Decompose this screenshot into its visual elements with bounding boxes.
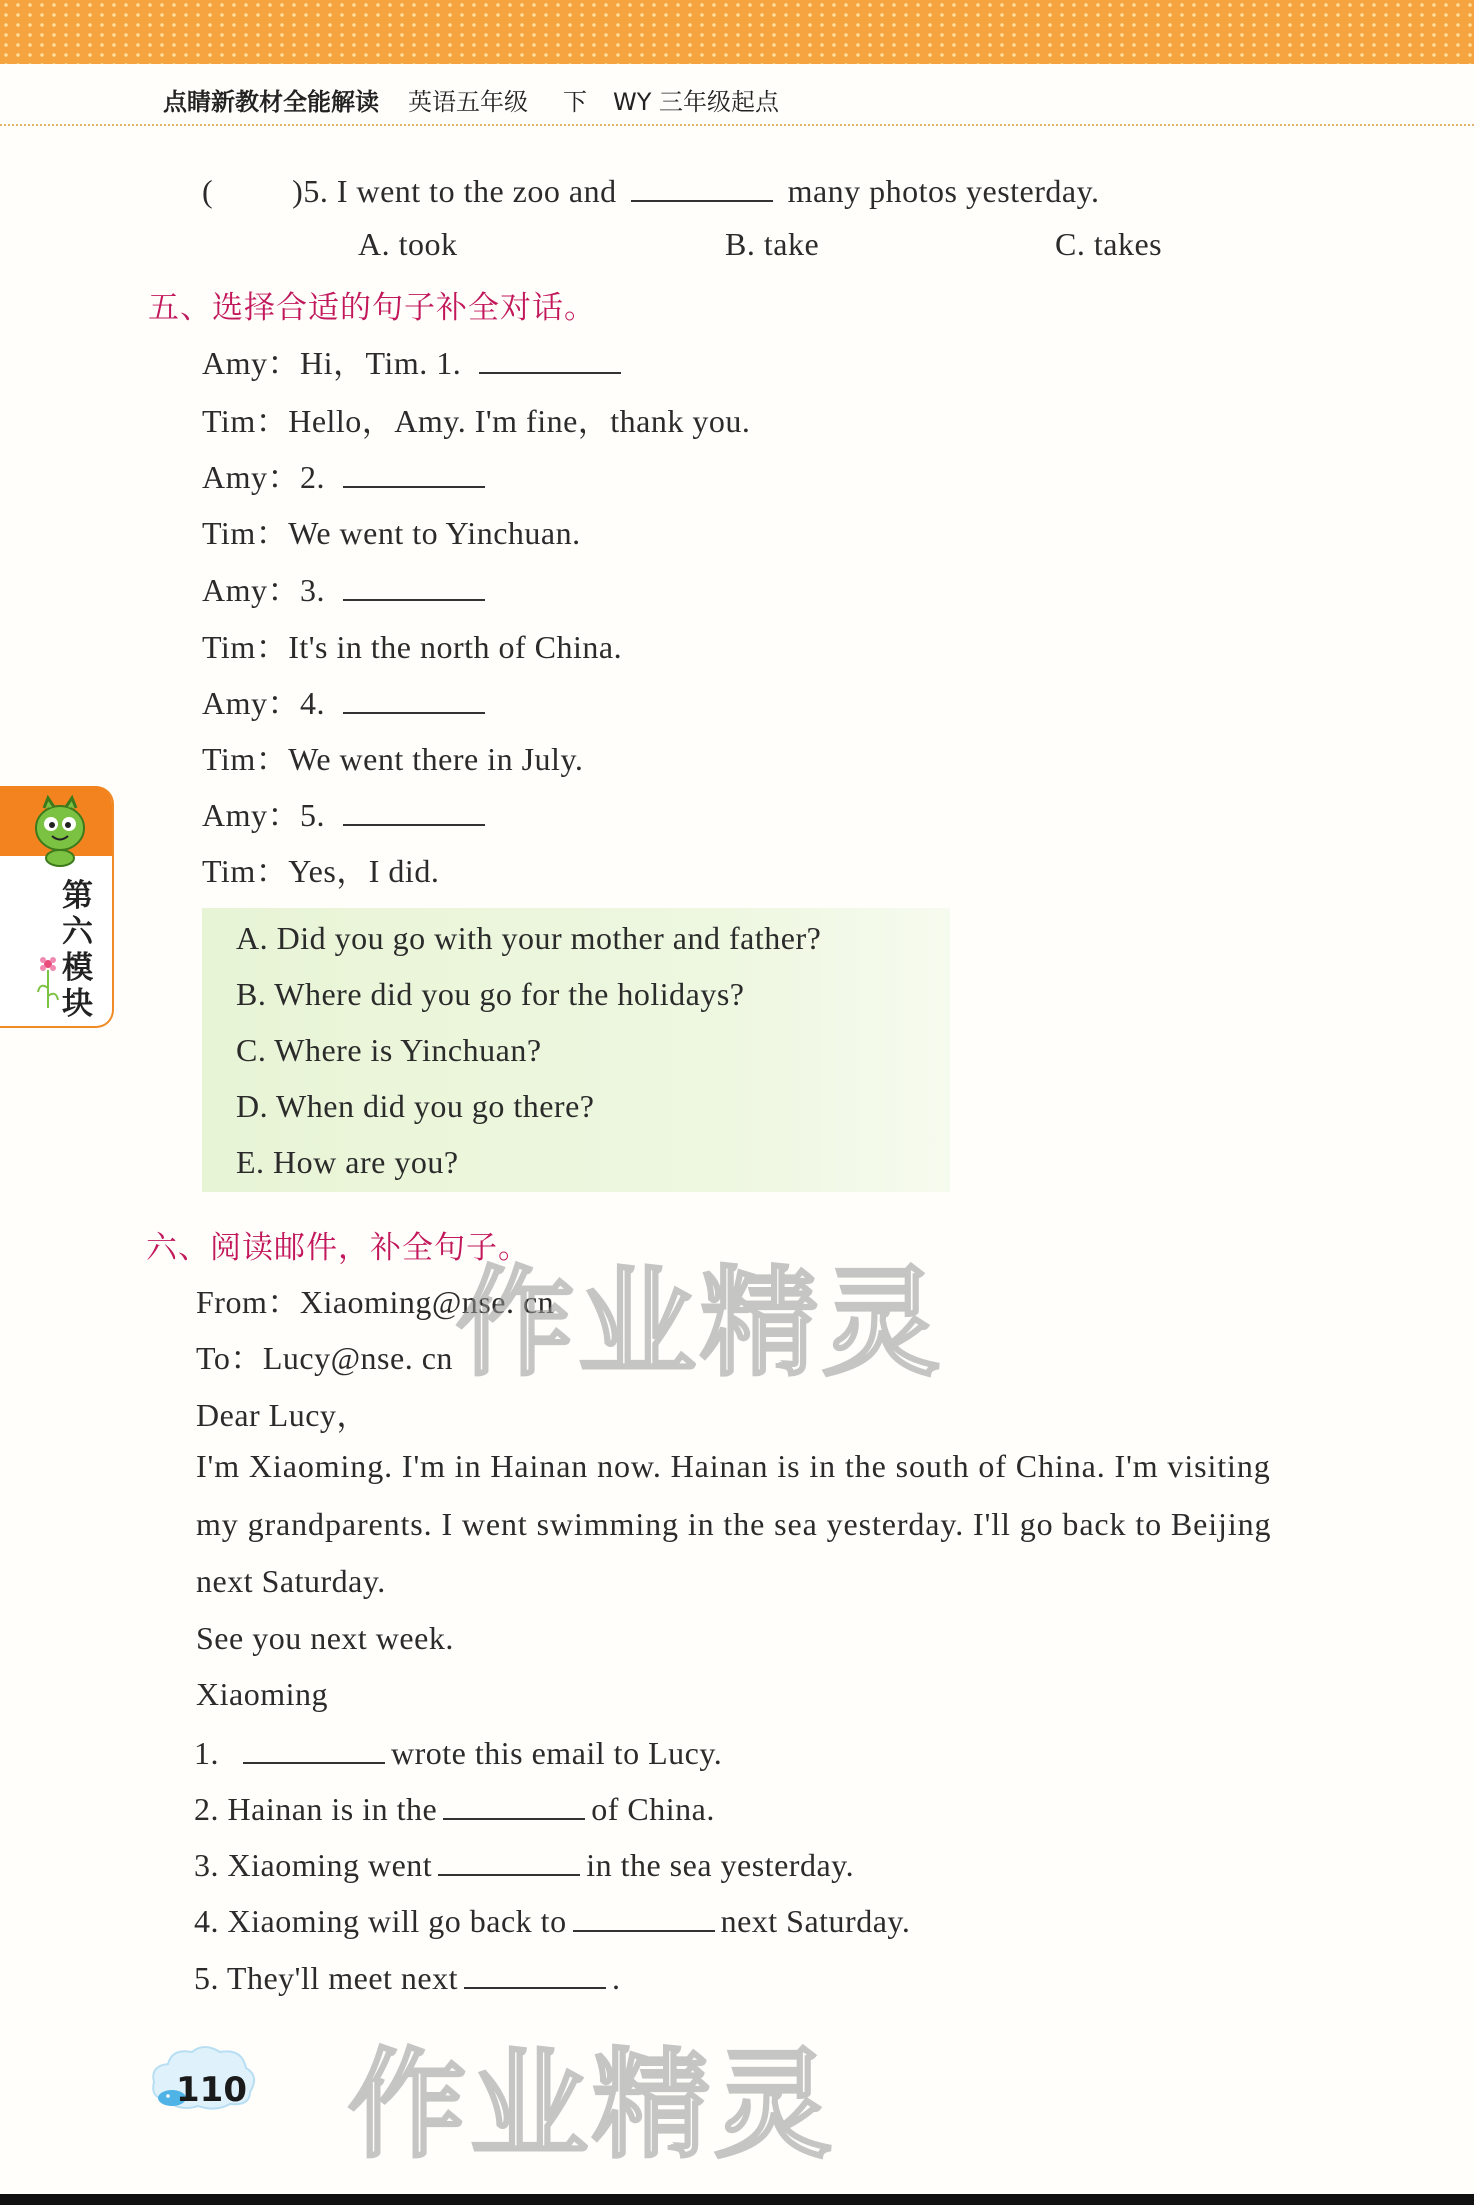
email-signature: Xiaoming [196,1676,328,1712]
option-a: A. took [358,226,458,262]
header-volume: 下 [563,88,587,116]
section-5-title: 五、选择合适的句子补全对话。 [148,290,596,326]
header-decorative-band [0,0,1474,64]
header-divider [0,124,1474,126]
email-from: From：Xiaoming@nse. cn [196,1284,555,1320]
flower-icon [34,952,64,1012]
question-number: )5. [292,173,329,209]
page-number: 110 [176,2070,247,2110]
fill-question-4: 4. Xiaoming will go back to next Saturday. [194,1900,910,1940]
dialogue-line-2: Tim：Hello，Amy. I'm fine，thank you. [202,403,751,439]
dialogue-line-1: Amy：Hi，Tim. 1. [202,338,627,384]
fill-blank-3[interactable] [438,1844,580,1876]
question-5 [202,170,1100,210]
watermark-2: 作业精灵 [348,2036,837,2174]
dialogue-line-9: Amy：5. [202,790,491,836]
email-body-line-1: I'm Xiaoming. I'm in Hainan now. Hainan is in the south of China. I'm visiting [196,1448,1271,1484]
dialogue-line-8: Tim：We went there in July. [202,741,584,777]
choice-d: D. When did you go there? [236,1088,595,1124]
email-to: To：Lucy@nse. cn [196,1340,453,1376]
email-closing: See you next week. [196,1620,454,1656]
dialogue-line-4: Tim：We went to Yinchuan. [202,515,581,551]
question-text-before: I went to the zoo and [336,173,617,209]
choice-c: C. Where is Yinchuan? [236,1032,542,1068]
watermark-1: 作业精灵 [456,1254,945,1392]
email-body-line-2: my grandparents. I went swimming in the sea yesterday. I'll go back to Beijing [196,1506,1272,1542]
answer-blank-1[interactable] [479,342,621,374]
choice-e: E. How are you? [236,1144,459,1180]
answer-paren-open: ( [202,173,214,209]
mascot-icon [26,790,94,870]
dialogue-line-5: Amy：3. [202,565,491,611]
option-b: B. take [725,226,820,262]
bottom-edge [0,2194,1474,2205]
header-edition: WY 三年级起点 [613,88,780,116]
dialogue-line-10: Tim：Yes，I did. [202,853,440,889]
email-body-line-3: next Saturday. [196,1563,386,1599]
module-label: 第六模块 [62,878,93,1022]
answer-blank-3[interactable] [343,569,485,601]
fill-question-2: 2. Hainan is in the of China. [194,1788,715,1828]
dialogue-line-7: Amy：4. [202,678,491,724]
answer-blank-2[interactable] [343,456,485,488]
choice-b: B. Where did you go for the holidays? [236,976,745,1012]
fill-blank-4[interactable] [573,1900,715,1932]
header-book-title: 点睛新教材全能解读 [163,88,379,116]
section-6-title: 六、阅读邮件，补全句子。 [146,1230,530,1266]
fill-blank-2[interactable] [443,1788,585,1820]
dialogue-line-3: Amy：2. [202,452,491,498]
fill-blank-5[interactable] [464,1957,606,1989]
fill-question-3: 3. Xiaoming went in the sea yesterday. [194,1844,854,1884]
question-text-after: many photos yesterday. [787,173,1100,209]
dialogue-line-6: Tim：It's in the north of China. [202,629,623,665]
fill-blank-1[interactable] [243,1732,385,1764]
answer-blank-5[interactable] [343,794,485,826]
fill-question-5: 5. They'll meet next . [194,1957,621,1997]
choice-a: A. Did you go with your mother and father? [236,920,822,956]
header-subject: 英语五年级 [408,88,528,116]
answer-blank[interactable] [631,170,773,202]
option-c: C. takes [1055,226,1163,262]
answer-blank-4[interactable] [343,682,485,714]
fill-question-1: 1. wrote this email to Lucy. [194,1732,722,1772]
email-greeting: Dear Lucy， [196,1397,369,1433]
